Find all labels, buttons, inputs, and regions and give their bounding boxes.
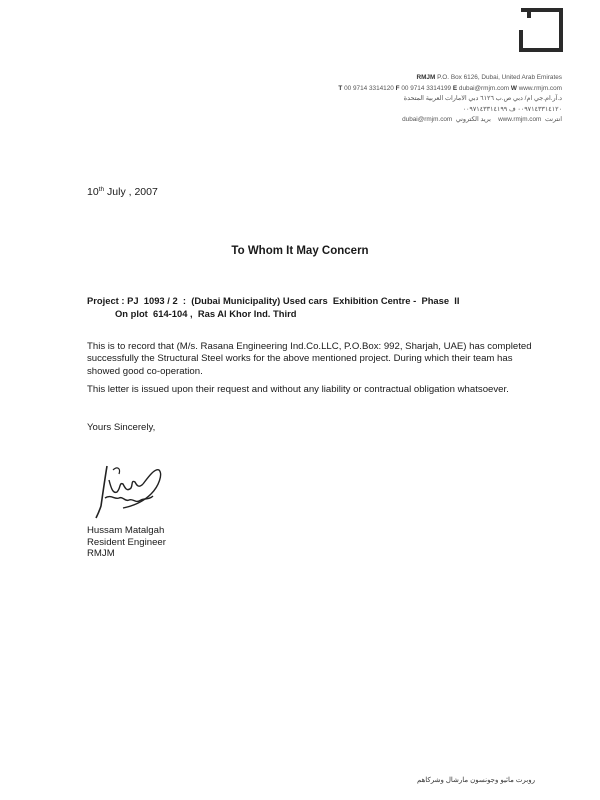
- signer-name: Hussam Matalgah: [87, 525, 165, 536]
- body-paragraph-1: This is to record that (M/s. Rasana Engineering Ind.Co.LLC, P.O.Box: 992, Sharjah, UAE) has completed successfully the Structural Steel works for the above mentioned project. During which their team has showed good co-operation.: [87, 341, 532, 377]
- letterhead-arabic-phones: ٠٠٩٧١٤٣٣١٤١٢٠ ف ٠٠٩٧١٤٣٣١٤١٩٩: [462, 105, 562, 113]
- letterhead-address: P.O. Box 6126, Dubai, United Arab Emirates: [437, 74, 562, 81]
- email-address: dubai@rmjm.com: [458, 84, 510, 92]
- letterhead-contact-line: [338, 84, 562, 95]
- letterhead-company: RMJM: [416, 74, 436, 81]
- arabic-web-label: انترنت: [544, 116, 562, 124]
- signer-title: Resident Engineer: [87, 536, 166, 548]
- project-line-2: On plot 614-104 , Ras Al Khor Ind. Third: [115, 307, 297, 319]
- signer-block: [87, 525, 166, 560]
- signer-company: RMJM: [87, 548, 115, 559]
- project-line-1: Project : PJ 1093 / 2 : (Dubai Municipality) Used cars Exhibition Centre - Phase II: [87, 295, 460, 306]
- closing: Yours Sincerely,: [87, 422, 156, 433]
- date-day: 10: [87, 186, 99, 198]
- letter-heading: To Whom It May Concern: [231, 245, 369, 257]
- arabic-email-label: بريد الكتروني: [455, 116, 491, 124]
- rmjm-logo-icon: [519, 8, 563, 52]
- fax-label: F: [395, 84, 400, 92]
- letterhead: [338, 73, 562, 126]
- email-label: E: [452, 84, 458, 92]
- letterhead-arabic-address: د.آر.ام.جي ام/ دبي ص.ب ٦١٢٦ دبي الامارات العربية المتحدة: [403, 95, 562, 103]
- date-rest: July , 2007: [104, 186, 158, 198]
- tel-number: 00 9714 3314120: [344, 84, 394, 92]
- email-line: dubai@rmjm.com: [402, 116, 453, 124]
- fax-number: 00 9714 3314199: [401, 84, 452, 92]
- body-paragraph-2: This letter is issued upon their request and without any liability or contractual obligation whatsoever.: [87, 384, 509, 395]
- date-suffix: th: [98, 186, 105, 193]
- letterhead-online-line: [338, 115, 562, 126]
- project-reference: [87, 295, 460, 320]
- tel-label: T: [338, 84, 343, 92]
- web-line: www.rmjm.com: [498, 116, 542, 124]
- handwritten-signature-icon: [93, 458, 168, 520]
- web-label: W: [510, 84, 517, 92]
- web-address: www.rmjm.com: [518, 84, 562, 92]
- footer-arabic-company: روبرت ماثيو وجونسون مارشال وشركاهم: [416, 777, 535, 784]
- letterhead-company-line: [338, 73, 562, 84]
- letter-date: [87, 186, 158, 198]
